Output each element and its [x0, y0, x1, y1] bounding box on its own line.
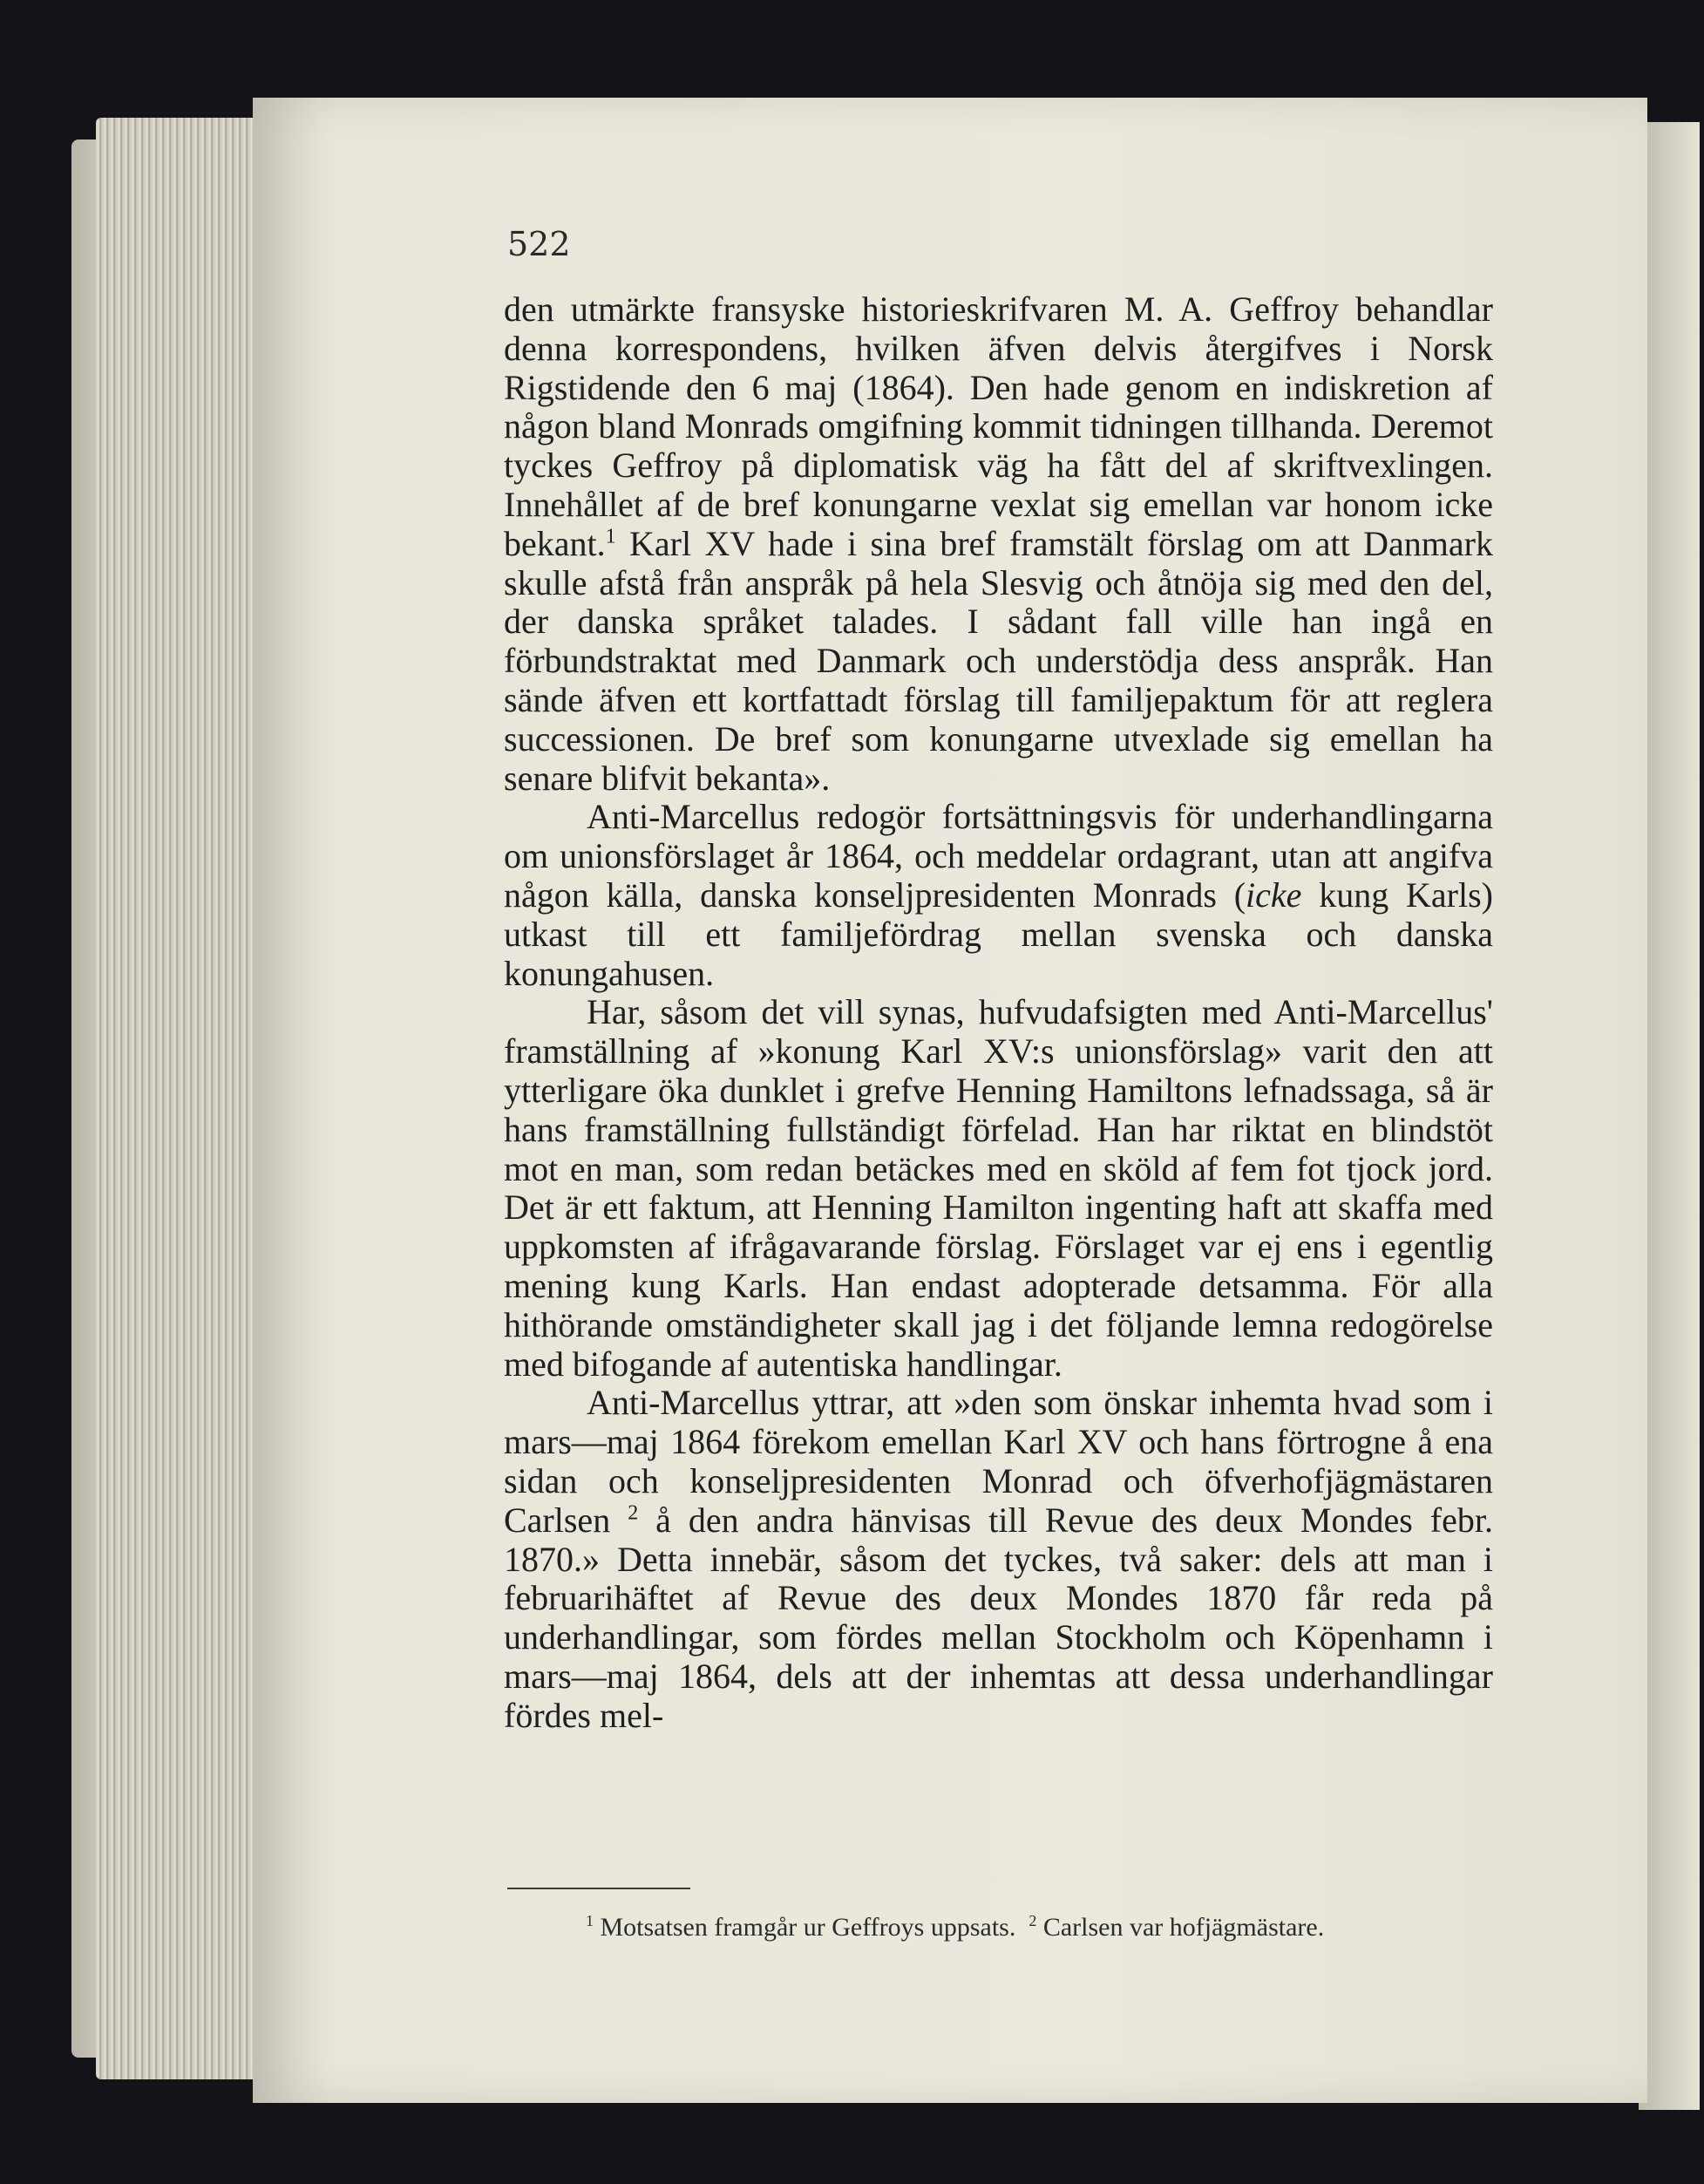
- footnote-text: Carlsen var hofjägmästare.: [1036, 1913, 1325, 1942]
- paragraph-4: [504, 1384, 1493, 1735]
- footnote-ref: 1: [605, 525, 616, 548]
- emphasis-text: icke: [1246, 874, 1302, 915]
- facing-page-edge: [1639, 122, 1700, 2110]
- footnote-text: Motsatsen framgår ur Geffroys uppsats.: [594, 1913, 1016, 1942]
- paragraph-text: Anti-Marcellus redogör fortsättningsvis för underhandlingarna om unionsförslaget år 1864, och meddelar ordagrant, utan att angifva någon källa, danska konseljpresidenten Monrads (: [504, 797, 1493, 915]
- footnotes: [586, 1913, 1501, 1942]
- page-number: 522: [507, 225, 571, 263]
- paragraph-text: Har, såsom det vill synas, hufvudafsigten med Anti-Marcellus' framställning af »konung Karl XV:s unionsförslag» varit den att ytterligare öka dunklet i grefve Henning Hamiltons lefnadssaga, så är hans framställning fullständigt förfelad. Han har riktat en blindstöt mot en man, som redan betäckes med en sköld af fem fot tjock jord. Det är ett faktum, att Henning Hamilton ingenting haft att skaffa med uppkomsten af ifrågavarande förslag. Förslaget var ej ens i egentlig mening kung Karls. Han endast adopterade detsamma. För alla hithörande omständigheter skall jag i det följande lemna redogörelse med bifogande af autentiska handlingar.: [504, 992, 1493, 1384]
- paragraph-text: den utmärkte fransyske historieskrifvaren M. A. Geffroy behandlar denna korrespondens, hvilken äfven delvis återgifves i Norsk Rigstidende den 6 maj (1864). Den hade genom en indiskretion af någon bland Monrads omgifning kommit tidningen tillhanda. Deremot tyckes Geffroy på diplomatisk väg ha fått del af skriftvexlingen. Innehållet af de bref konungarne vexlat sig emellan var honom icke bekant.: [504, 289, 1493, 563]
- footnote-ref: 2: [628, 1501, 639, 1525]
- paragraph-3: [504, 993, 1493, 1384]
- footnote-2: [1029, 1913, 1324, 1942]
- footnote-divider: [507, 1888, 690, 1889]
- paragraph-1: [504, 290, 1493, 798]
- paragraph-text: å den andra hänvisas till Revue des deux Mondes febr. 1870.» Detta innebär, såsom det tyckes, två saker: dels att man i februarihäftet af Revue des deux Mondes 1870 får reda på underhandlingar, som fördes mellan Stockholm och Köpenhamn i mars—maj 1864, dels att der inhemtas att dessa underhandlingar fördes mel-: [504, 1500, 1493, 1735]
- paragraph-2: [504, 798, 1493, 993]
- body-text: [504, 290, 1493, 1735]
- paragraph-text: Anti-Marcellus yttrar, att »den som önskar inhemta hvad som i mars—maj 1864 förekom emellan Karl XV och hans förtrogne å ena sidan och konseljpresidenten Monrad och öfverhofjägmästaren Carlsen: [504, 1383, 1493, 1540]
- paragraph-text: kung Karls) utkast till ett familjefördrag mellan svenska och danska konungahusen.: [504, 874, 1493, 993]
- footnote-1: [586, 1913, 1015, 1942]
- paragraph-text: Karl XV hade i sina bref framstält förslag om att Danmark skulle afstå från anspråk på hela Slesvig och åtnöja sig med den del, der danska språket talades. I sådant fall ville han ingå en förbundstraktat med Danmark och understödja dess anspråk. Han sände äfven ett kortfattadt förslag till familjepaktum för att reglera successionen. De bref som konungarne utvexlade sig emellan ha senare blifvit bekanta».: [504, 523, 1493, 798]
- footnote-mark: 1: [586, 1912, 594, 1930]
- footnote-mark: 2: [1029, 1912, 1037, 1930]
